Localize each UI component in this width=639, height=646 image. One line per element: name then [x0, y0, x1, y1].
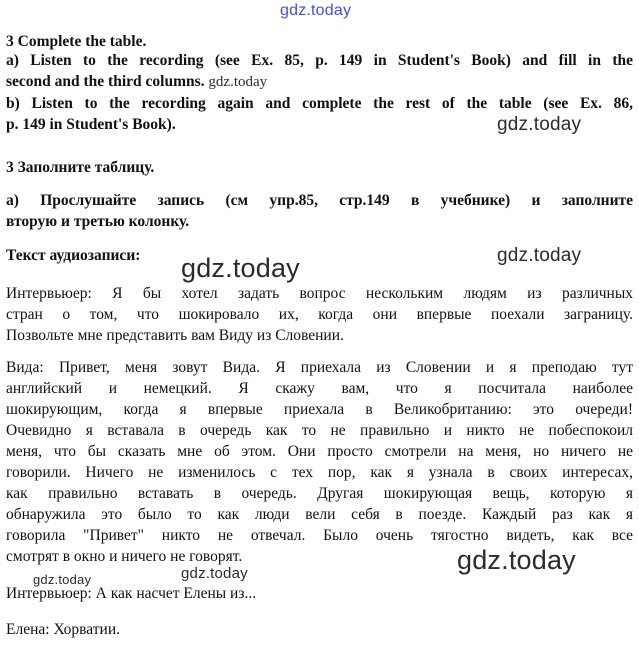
- russian-title: 3 Заполните таблицу.: [6, 159, 155, 176]
- watermark-large-2: gdz.today: [457, 545, 576, 575]
- vida-line-10: смотрят в окно и ничего не говорят.: [6, 548, 243, 565]
- english-task-a-line2: [6, 71, 633, 93]
- vida-line-7: как правильно вставать в очередь. Другая шокирующая вещь, которую я: [6, 485, 633, 502]
- russian-task-a-line2: вторую и третью колонку.: [6, 213, 190, 230]
- english-title: 3 Complete the table.: [6, 33, 147, 50]
- vida-line-8: обнаружила это было то как люди вели себя в поезде. Каждый раз как я: [6, 506, 633, 523]
- watermark-small-1: gdz.today: [33, 572, 92, 587]
- interviewer-line-2: стран о том, что шокировало их, когда они впервые поехали заграницу.: [6, 306, 633, 323]
- russian-task-a-line1: а) Прослушайте запись (см упр.85, стр.149 в учебнике) и заполните: [6, 192, 633, 209]
- watermark-top: gdz.today: [280, 2, 352, 19]
- interviewer-line-1: Интервьюер: Я бы хотел задать вопрос нескольким людям из различных: [6, 285, 633, 302]
- english-task-a-line1: a) Listen to the recording (see Ex. 85, p. 149 in Student's Book) and fill in the: [6, 52, 633, 69]
- transcript-heading: Текст аудиозаписи:: [6, 247, 141, 264]
- english-task-a-line2-text: second and the third columns.: [6, 73, 205, 90]
- interviewer-question: Интервьюер: А как насчет Елены из...: [6, 585, 257, 602]
- watermark-small-2: gdz.today: [181, 565, 248, 582]
- watermark-right-2: gdz.today: [497, 245, 582, 266]
- vida-line-6: говорили. Ничего не изменилось с тех пор, как я узнала в своих интересах,: [6, 464, 633, 481]
- elena-answer: Елена: Хорватии.: [6, 621, 120, 638]
- vida-line-4: Очевидно я вставала в очередь как то не правильно и никто не побеспокоил: [6, 422, 633, 439]
- english-task-b-line1: b) Listen to the recording again and complete the rest of the table (see Ex. 86,: [6, 95, 633, 112]
- watermark-right-1: gdz.today: [497, 114, 582, 135]
- vida-line-3: шокирующим, когда я впервые приехала в Великобританию: это очереди!: [6, 401, 633, 418]
- vida-line-5: меня, что бы сказать мне об этом. Они просто смотрели на меня, но ничего не: [6, 443, 633, 460]
- watermark-inline: gdz.today: [208, 74, 268, 90]
- vida-line-2: английский и немецкий. Я скажу вам, что я посчитала наиболее: [6, 380, 633, 397]
- vida-line-1: Вида: Привет, меня зовут Вида. Я приехала из Словении и я преподаю тут: [6, 359, 633, 376]
- watermark-large-1: gdz.today: [181, 253, 300, 283]
- english-task-b-line2: p. 149 in Student's Book).: [6, 116, 176, 133]
- vida-line-9: говорила "Привет" никто не отвечал. Было очень тягостно видеть, как все: [6, 527, 633, 544]
- interviewer-line-3: Позвольте мне представить вам Виду из Словении.: [6, 327, 344, 344]
